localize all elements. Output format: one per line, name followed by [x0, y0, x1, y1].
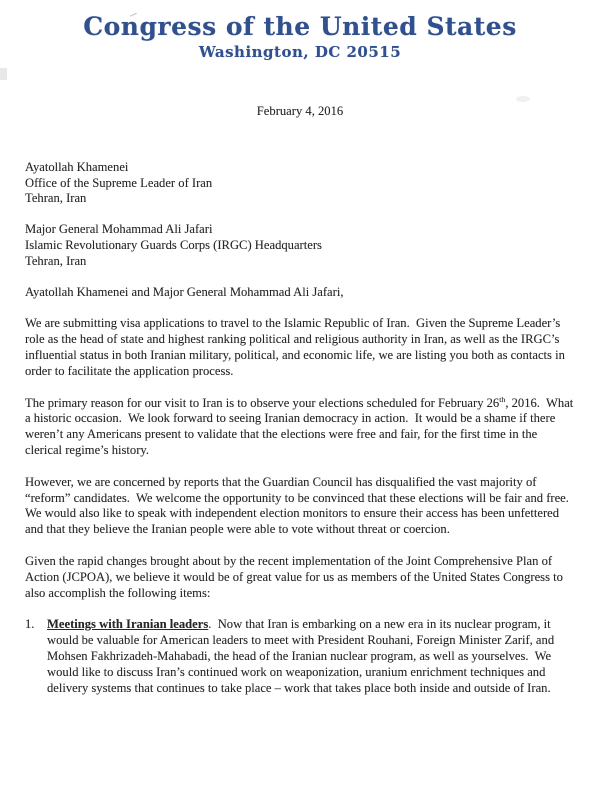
scan-artifact-smudge: [516, 96, 530, 102]
recipient-section: [25, 160, 576, 270]
list-item-1-text: [47, 617, 576, 696]
recipient-block-jafari: [25, 222, 576, 269]
recipient-city: Tehran, Iran: [25, 191, 87, 206]
recipient-block-khamenei: [25, 160, 576, 207]
scan-artifact-edge: [0, 68, 7, 80]
list-item-1-body: . Now that Iran is embarking on a new era in its nuclear program, it would be valuable for American leaders to meet with President Rouhani, Foreign Minister Zarif, and Mohsen Fakhrizadeh-Mahabadi, the head of the Iranian nuclear program, as well as yourselves. We would like to discuss Iran’s continued work on weaponization, uranium enrichment techniques and delivery systems that continues to take place – work that takes place both inside and outside of Iran.: [47, 617, 558, 695]
letter-body: [25, 160, 576, 697]
letterhead-title: Congress of the United States: [83, 12, 517, 41]
paragraph-guardian-council: However, we are concerned by reports that the Guardian Council has disqualified the vast majority of “reform” candidates. We welcome the opportunity to be convinced that these elections will be fair and free. We would also like to speak with independent election monitors to ensure their access has been unfettered and that they believe the Iranian people were able to vote without threat or coercion.: [25, 474, 576, 537]
recipient-office: Islamic Revolutionary Guards Corps (IRGC) Headquarters: [25, 237, 322, 252]
paragraph-election-visit-pre: The primary reason for our visit to Iran is to observe your elections scheduled for February 26: [25, 395, 500, 410]
paragraph-jcpoa: Given the rapid changes brought about by the recent implementation of the Joint Comprehensive Plan of Action (JCPOA), we believe it would be of great value for us as members of the United States Congress to also accomplish the following items:: [25, 553, 567, 600]
letterhead-subtitle: Washington, DC 20515: [198, 42, 402, 61]
recipient-name: Major General Mohammad Ali Jafari: [25, 222, 213, 237]
paragraph-election-visit: [25, 396, 576, 459]
date-line: February 4, 2016: [256, 104, 344, 118]
ordinal-superscript: th: [499, 394, 506, 404]
recipient-office: Office of the Supreme Leader of Iran: [25, 175, 213, 190]
letterhead: [0, 0, 600, 60]
salutation: Ayatollah Khamenei and Major General Mohammad Ali Jafari,: [25, 284, 344, 299]
recipient-city: Tehran, Iran: [25, 253, 87, 268]
list-item-1-heading: Meetings with Iranian leaders: [47, 617, 209, 632]
paragraph-election-visit-post: , 2016. What a historic occasion. We look forward to seeing Iranian democracy in action. It would be a shame if there weren’t any Americans present to validate that the elections were free and fair, for the first time in the clerical regime’s history.: [25, 395, 577, 457]
list-item-1: [25, 617, 576, 696]
paragraph-visa-applications: We are submitting visa applications to travel to the Islamic Republic of Iran. Given the Supreme Leader’s role as the head of state and highest ranking political and religious authority in Iran, as well as the IRGC’s influential status in both Iranian military, political, and economic life, we are listing you both as contacts in order to facilitate the application process.: [25, 316, 569, 378]
list-item-1-number: 1.: [25, 617, 35, 632]
recipient-name: Ayatollah Khamenei: [25, 159, 129, 174]
